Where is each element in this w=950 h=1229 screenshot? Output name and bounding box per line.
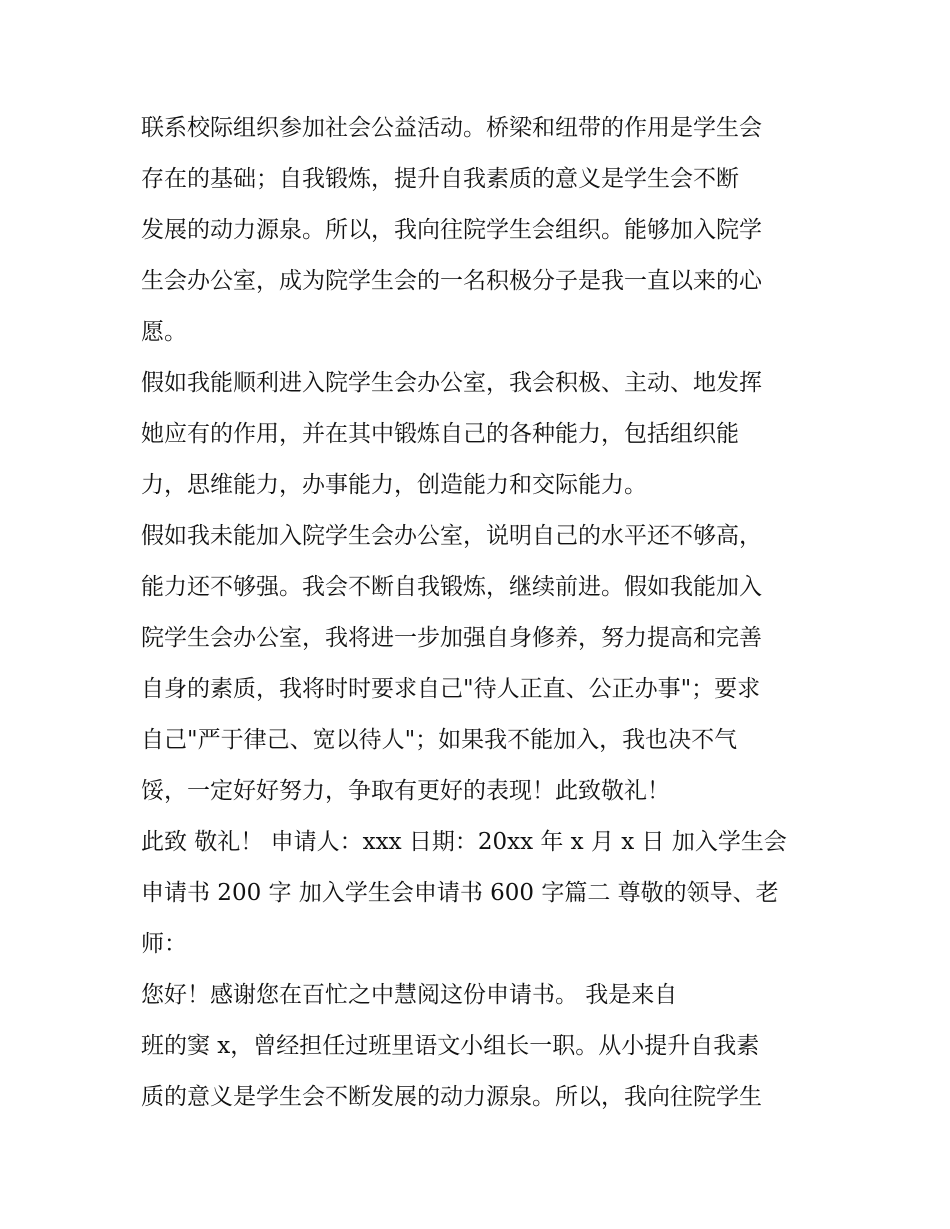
text-line: 愿。: [141, 319, 187, 345]
text-line: 此致 敬礼！ 申请人：xxx 日期：20xx 年 x 月 x 日 加入学生会: [141, 829, 787, 855]
text-line: 自身的素质，我将时时要求自己"待人正直、公正办事"；要求: [141, 676, 761, 702]
text-line: 假如我未能加入院学生会办公室，说明自己的水平还不够高，: [141, 523, 762, 549]
text-line: 馁，一定好好努力，争取有更好的表现！此致敬礼！: [141, 778, 670, 804]
text-line: 联系校际组织参加社会公益活动。桥梁和纽带的作用是学生会: [141, 115, 762, 141]
text-line: 师：: [141, 931, 187, 957]
text-line: 自己"严于律己、宽以待人"；如果我不能加入，我也决不气: [141, 727, 738, 753]
text-line: 班的窦 x，曾经担任过班里语文小组长一职。从小提升自我素: [141, 1033, 760, 1059]
text-line: 申请书 200 字 加入学生会申请书 600 字篇二 尊敬的领导、老: [141, 880, 779, 906]
text-line: 生会办公室，成为院学生会的一名积极分子是我一直以来的心: [141, 268, 762, 294]
body-text: [141, 103, 821, 1123]
text-line: 力，思维能力，办事能力，创造能力和交际能力。: [141, 472, 647, 498]
text-line: 发展的动力源泉。所以，我向往院学生会组织。能够加入院学: [141, 217, 762, 243]
text-line: 您好！感谢您在百忙之中慧阅这份申请书。 我是来自: [141, 982, 678, 1008]
text-line: 能力还不够强。我会不断自我锻炼，继续前进。假如我能加入: [141, 574, 762, 600]
text-line: 她应有的作用，并在其中锻炼自己的各种能力，包括组织能: [141, 421, 739, 447]
text-line: 质的意义是学生会不断发展的动力源泉。所以，我向往院学生: [141, 1084, 762, 1110]
text-line: 院学生会办公室，我将进一步加强自身修养，努力提高和完善: [141, 625, 762, 651]
text-line: 假如我能顺利进入院学生会办公室，我会积极、主动、地发挥: [141, 370, 762, 396]
text-line: 存在的基础；自我锻炼，提升自我素质的意义是学生会不断: [141, 166, 739, 192]
